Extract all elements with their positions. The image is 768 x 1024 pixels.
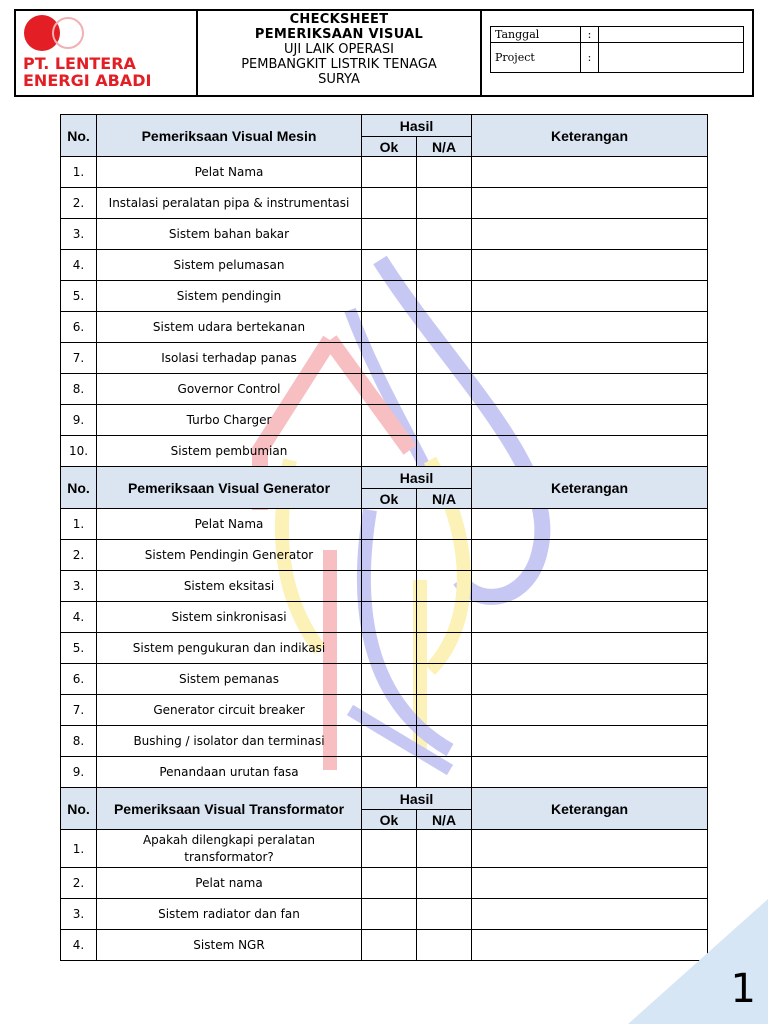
row-item: Isolasi terhadap panas xyxy=(97,343,362,374)
row-number: 2. xyxy=(61,868,97,899)
row-item: Governor Control xyxy=(97,374,362,405)
table-row xyxy=(61,695,708,726)
row-item: Generator circuit breaker xyxy=(97,695,362,726)
table-row xyxy=(61,571,708,602)
row-number: 4. xyxy=(61,930,97,961)
keterangan-cell[interactable] xyxy=(472,540,708,571)
table-row xyxy=(61,757,708,788)
table-row xyxy=(61,250,708,281)
keterangan-cell[interactable] xyxy=(472,602,708,633)
na-cell[interactable] xyxy=(417,830,472,868)
keterangan-cell[interactable] xyxy=(472,281,708,312)
header-no: No. xyxy=(61,115,97,157)
row-number: 5. xyxy=(61,281,97,312)
header-ok: Ok xyxy=(362,489,417,509)
row-number: 8. xyxy=(61,726,97,757)
row-item: Sistem Pendingin Generator xyxy=(97,540,362,571)
ok-cell[interactable] xyxy=(362,930,417,961)
keterangan-cell[interactable] xyxy=(472,250,708,281)
ok-cell[interactable] xyxy=(362,312,417,343)
keterangan-cell[interactable] xyxy=(472,830,708,868)
ok-cell[interactable] xyxy=(362,868,417,899)
row-number: 3. xyxy=(61,219,97,250)
ok-cell[interactable] xyxy=(362,602,417,633)
table-row xyxy=(61,830,708,868)
row-number: 6. xyxy=(61,312,97,343)
header-ok: Ok xyxy=(362,810,417,830)
header-hasil: Hasil xyxy=(362,467,472,489)
keterangan-cell[interactable] xyxy=(472,436,708,467)
ok-cell[interactable] xyxy=(362,250,417,281)
ok-cell[interactable] xyxy=(362,899,417,930)
keterangan-cell[interactable] xyxy=(472,312,708,343)
row-item: Sistem pemanas xyxy=(97,664,362,695)
row-item: Sistem udara bertekanan xyxy=(97,312,362,343)
header-na: N/A xyxy=(417,137,472,157)
document-title xyxy=(198,11,482,95)
row-number: 7. xyxy=(61,695,97,726)
header-na: N/A xyxy=(417,489,472,509)
document-header xyxy=(14,9,754,97)
row-item: Sistem pelumasan xyxy=(97,250,362,281)
ok-cell[interactable] xyxy=(362,343,417,374)
ok-cell[interactable] xyxy=(362,509,417,540)
table-row xyxy=(61,664,708,695)
company-logo-cell xyxy=(16,11,198,95)
na-cell[interactable] xyxy=(417,757,472,788)
table-row xyxy=(61,726,708,757)
table-row xyxy=(61,157,708,188)
page-number: 1 xyxy=(730,966,756,1012)
row-item: Sistem pengukuran dan indikasi xyxy=(97,633,362,664)
ok-cell[interactable] xyxy=(362,405,417,436)
keterangan-cell[interactable] xyxy=(472,868,708,899)
row-item: Instalasi peralatan pipa & instrumentasi xyxy=(97,188,362,219)
project-field[interactable] xyxy=(599,43,744,73)
meta-table xyxy=(490,26,744,73)
keterangan-cell[interactable] xyxy=(472,219,708,250)
row-item: Sistem pendingin xyxy=(97,281,362,312)
keterangan-cell[interactable] xyxy=(472,695,708,726)
ok-cell[interactable] xyxy=(362,726,417,757)
na-cell[interactable] xyxy=(417,540,472,571)
company-logo-ring-icon xyxy=(52,17,84,49)
row-item: Sistem radiator dan fan xyxy=(97,899,362,930)
header-item: Pemeriksaan Visual Mesin xyxy=(97,115,362,157)
na-cell[interactable] xyxy=(417,405,472,436)
keterangan-cell[interactable] xyxy=(472,633,708,664)
row-number: 7. xyxy=(61,343,97,374)
keterangan-cell[interactable] xyxy=(472,664,708,695)
keterangan-cell[interactable] xyxy=(472,726,708,757)
row-number: 9. xyxy=(61,757,97,788)
table-row xyxy=(61,633,708,664)
ok-cell[interactable] xyxy=(362,188,417,219)
company-name-line1: PT. LENTERA xyxy=(23,54,136,73)
na-cell[interactable] xyxy=(417,374,472,405)
ok-cell[interactable] xyxy=(362,695,417,726)
na-cell[interactable] xyxy=(417,343,472,374)
na-cell[interactable] xyxy=(417,695,472,726)
na-cell[interactable] xyxy=(417,899,472,930)
row-item: Bushing / isolator dan terminasi xyxy=(97,726,362,757)
table-row xyxy=(61,281,708,312)
meta-cell xyxy=(482,11,752,95)
keterangan-cell[interactable] xyxy=(472,157,708,188)
row-number: 6. xyxy=(61,664,97,695)
section-header-row xyxy=(61,115,708,137)
row-number: 2. xyxy=(61,188,97,219)
ok-cell[interactable] xyxy=(362,664,417,695)
na-cell[interactable] xyxy=(417,602,472,633)
title-line3: UJI LAIK OPERASI xyxy=(283,42,394,57)
na-cell[interactable] xyxy=(417,571,472,602)
na-cell[interactable] xyxy=(417,726,472,757)
row-item: Sistem bahan bakar xyxy=(97,219,362,250)
header-no: No. xyxy=(61,788,97,830)
keterangan-cell[interactable] xyxy=(472,343,708,374)
na-cell[interactable] xyxy=(417,633,472,664)
na-cell[interactable] xyxy=(417,157,472,188)
row-number: 1. xyxy=(61,509,97,540)
ok-cell[interactable] xyxy=(362,374,417,405)
table-row xyxy=(61,509,708,540)
row-number: 8. xyxy=(61,374,97,405)
tanggal-field[interactable] xyxy=(599,27,744,43)
keterangan-cell[interactable] xyxy=(472,405,708,436)
table-row xyxy=(61,405,708,436)
row-item: Sistem eksitasi xyxy=(97,571,362,602)
header-hasil: Hasil xyxy=(362,788,472,810)
section-header-row xyxy=(61,467,708,489)
ok-cell[interactable] xyxy=(362,436,417,467)
header-ok: Ok xyxy=(362,137,417,157)
header-na: N/A xyxy=(417,810,472,830)
header-item: Pemeriksaan Visual Generator xyxy=(97,467,362,509)
table-row xyxy=(61,602,708,633)
section-header-row xyxy=(61,788,708,810)
table-row xyxy=(61,343,708,374)
ok-cell[interactable] xyxy=(362,281,417,312)
ok-cell[interactable] xyxy=(362,633,417,664)
row-number: 4. xyxy=(61,602,97,633)
na-cell[interactable] xyxy=(417,312,472,343)
title-line5: SURYA xyxy=(318,72,360,87)
row-item: Pelat nama xyxy=(97,868,362,899)
project-colon: : xyxy=(581,43,599,73)
ok-cell[interactable] xyxy=(362,571,417,602)
row-number: 9. xyxy=(61,405,97,436)
keterangan-cell[interactable] xyxy=(472,374,708,405)
row-number: 4. xyxy=(61,250,97,281)
keterangan-cell[interactable] xyxy=(472,757,708,788)
keterangan-cell[interactable] xyxy=(472,188,708,219)
row-number: 3. xyxy=(61,571,97,602)
na-cell[interactable] xyxy=(417,219,472,250)
na-cell[interactable] xyxy=(417,281,472,312)
company-name-line2: ENERGI ABADI xyxy=(23,71,152,90)
header-hasil: Hasil xyxy=(362,115,472,137)
row-item: Pelat Nama xyxy=(97,157,362,188)
table-row xyxy=(61,188,708,219)
row-item: Apakah dilengkapi peralatan transformator? xyxy=(97,830,362,868)
company-name xyxy=(23,55,151,89)
row-number: 1. xyxy=(61,830,97,868)
title-line2: PEMERIKSAAN VISUAL xyxy=(254,27,424,42)
ok-cell[interactable] xyxy=(362,540,417,571)
header-keterangan: Keterangan xyxy=(472,115,708,157)
na-cell[interactable] xyxy=(417,509,472,540)
header-no: No. xyxy=(61,467,97,509)
checklist-table xyxy=(60,114,708,961)
header-item: Pemeriksaan Visual Transformator xyxy=(97,788,362,830)
table-row xyxy=(61,374,708,405)
row-item: Pelat Nama xyxy=(97,509,362,540)
row-item: Penandaan urutan fasa xyxy=(97,757,362,788)
na-cell[interactable] xyxy=(417,436,472,467)
title-line4: PEMBANGKIT LISTRIK TENAGA xyxy=(241,57,437,72)
ok-cell[interactable] xyxy=(362,157,417,188)
keterangan-cell[interactable] xyxy=(472,571,708,602)
row-item: Turbo Charger xyxy=(97,405,362,436)
header-keterangan: Keterangan xyxy=(472,788,708,830)
table-row xyxy=(61,540,708,571)
ok-cell[interactable] xyxy=(362,830,417,868)
na-cell[interactable] xyxy=(417,188,472,219)
na-cell[interactable] xyxy=(417,250,472,281)
na-cell[interactable] xyxy=(417,664,472,695)
ok-cell[interactable] xyxy=(362,757,417,788)
table-row xyxy=(61,868,708,899)
na-cell[interactable] xyxy=(417,930,472,961)
tanggal-label: Tanggal xyxy=(491,27,581,43)
table-row xyxy=(61,436,708,467)
project-label: Project xyxy=(491,43,581,73)
header-keterangan: Keterangan xyxy=(472,467,708,509)
title-line1: CHECKSHEET xyxy=(289,12,389,27)
tanggal-colon: : xyxy=(581,27,599,43)
na-cell[interactable] xyxy=(417,868,472,899)
row-item: Sistem sinkronisasi xyxy=(97,602,362,633)
table-row xyxy=(61,312,708,343)
row-number: 5. xyxy=(61,633,97,664)
row-number: 1. xyxy=(61,157,97,188)
row-number: 10. xyxy=(61,436,97,467)
row-number: 3. xyxy=(61,899,97,930)
ok-cell[interactable] xyxy=(362,219,417,250)
keterangan-cell[interactable] xyxy=(472,509,708,540)
table-row xyxy=(61,219,708,250)
row-number: 2. xyxy=(61,540,97,571)
row-item: Sistem pembumian xyxy=(97,436,362,467)
row-item: Sistem NGR xyxy=(97,930,362,961)
